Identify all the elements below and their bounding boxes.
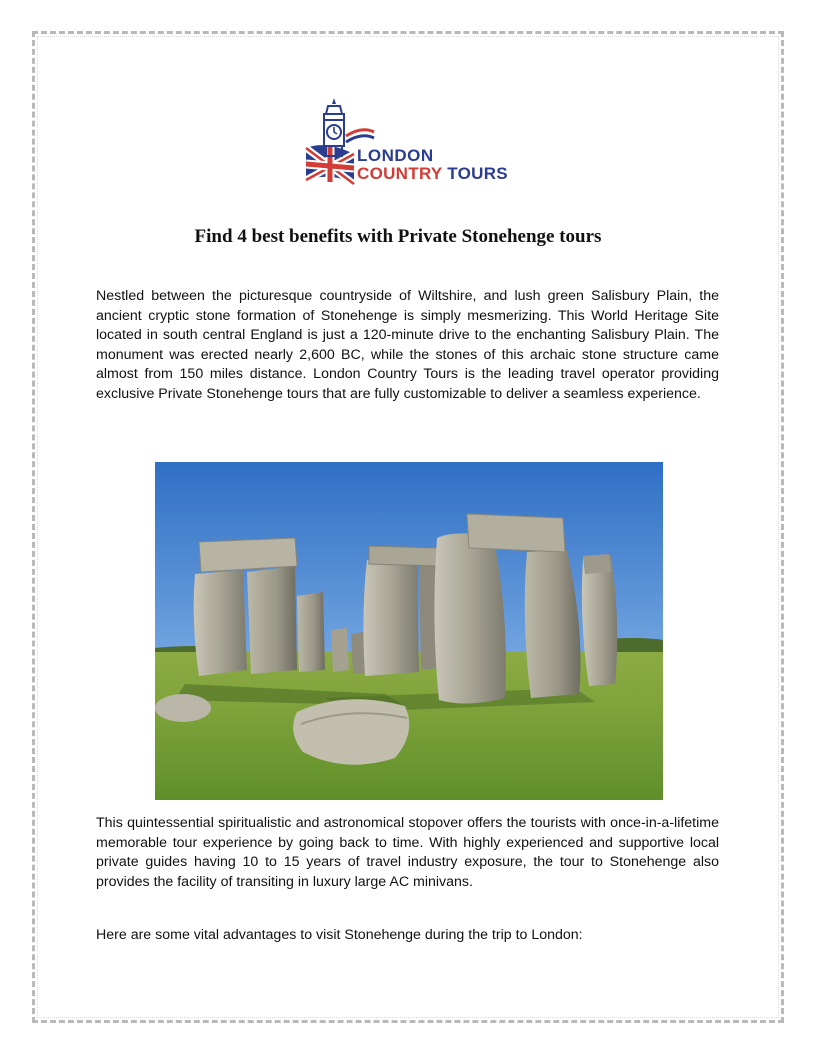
logo-word-country: COUNTRY — [357, 164, 443, 183]
stonehenge-image — [155, 462, 663, 800]
logo-line-1: LONDON — [357, 146, 434, 165]
stonehenge-photo — [155, 462, 663, 800]
second-paragraph: This quintessential spiritualistic and astronomical stopover offers the tourists with once-in-a-lifetime memorable tour experience by going back to time. With highly experienced and supportive local private guides having 10 to 15 years of travel industry exposure, the tour to Stonehenge also provides the facility of transiting in luxury large AC minivans. — [96, 815, 719, 890]
logo-word-tours: TOURS — [447, 164, 508, 183]
document-title: Find 4 best benefits with Private Stonehenge tours — [194, 226, 602, 247]
logo-wordmark — [357, 147, 508, 183]
logo-line-2 — [357, 165, 508, 183]
union-jack-flag-icon — [306, 144, 354, 184]
intro-paragraph: Nestled between the picturesque countryside of Wiltshire, and lush green Salisbury Plain, the ancient cryptic stone formation of Stonehenge is simply mesmerizing. This World Heritage Site located in south central England is just a 120-minute drive to the enchanting Salisbury Plain. The monument was erected nearly 2,600 BC, while the stones of this archaic stone structure came almost from 150 miles distance. London Country Tours is the leading travel operator providing exclusive Private Stonehenge tours that are fully customizable to deliver a seamless experience. — [96, 288, 719, 402]
third-paragraph: Here are some vital advantages to visit Stonehenge during the trip to London: — [96, 927, 583, 943]
